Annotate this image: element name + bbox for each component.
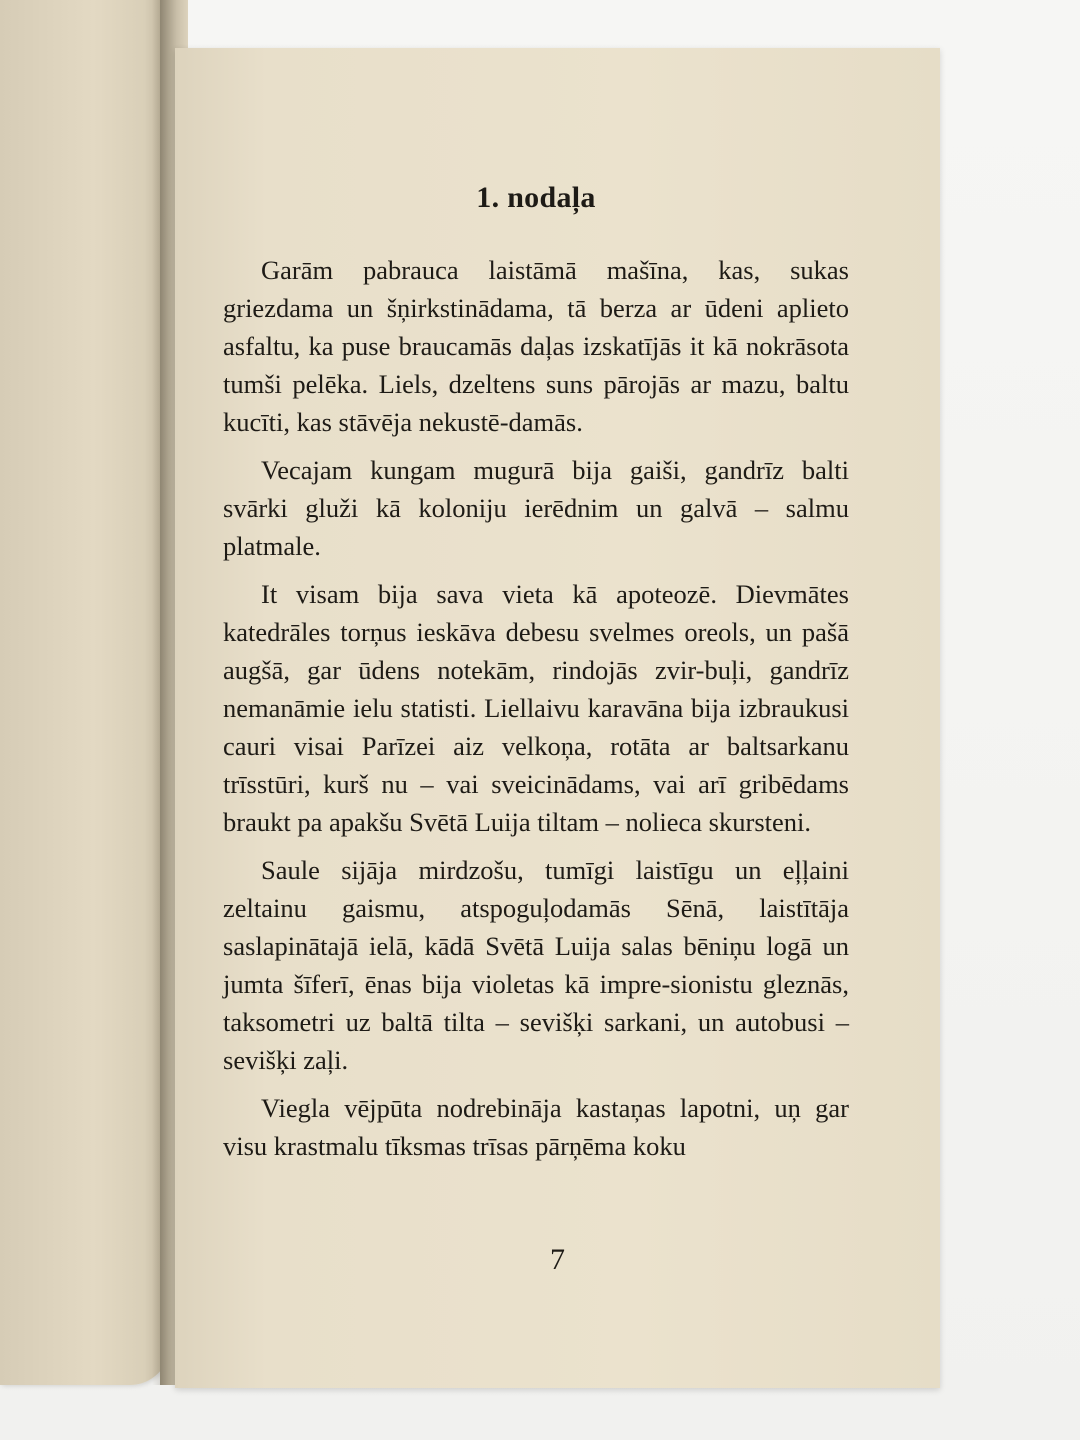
paragraph-1: Garām pabrauca laistāmā mašīna, kas, sukas griezdama un šņirkstinādama, tā berza ar ūdeni aplieto asfaltu, ka puse braucamās daļas izskatījās it kā nokrāsota tumši pelēka. Liels, dzeltens suns pārojās ar mazu, baltu kucīti, kas stāvēja nekustē-damās.: [223, 255, 849, 437]
paragraph-2: Vecajam kungam mugurā bija gaiši, gandrīz balti svārki gluži kā koloniju ierēdnim un galvā – salmu platmale.: [223, 455, 849, 561]
paragraph-3: It visam bija sava vieta kā apoteozē. Dievmātes katedrāles torņus ieskāva debesu svelmes oreols, un pašā augšā, gar ūdens notekām, rindojās zvir-buļi, gandrīz nemanāmie ielu statisti. Liellaivu karavāna bija izbraukusi cauri visai Parīzei aiz velkoņa, rotāta ar baltsarkanu trīsstūri, kurš nu – vai sveicinādams, vai arī gribēdams braukt pa apakšu Svētā Luija tiltam – nolieca skursteni.: [223, 579, 849, 837]
left-page-edge: [0, 0, 170, 1385]
page-content: [223, 178, 849, 1175]
chapter-title: 1. nodaļa: [476, 181, 596, 214]
paragraph-4: Saule sijāja mirdzošu, tumīgi laistīgu un eļļaini zeltainu gaismu, atspoguļodamās Sēnā, laistītāja saslapinātajā ielā, kādā Svētā Luija salas bēniņu logā un jumta šīferī, ēnas bija violetas kā impre-sionistu gleznās, taksometri uz baltā tilta – sevišķi sarkani, un autobusi – sevišķi zaļi.: [223, 855, 849, 1075]
page-number: 7: [550, 1243, 565, 1276]
paragraph-5: Viegla vējpūta nodrebināja kastaņas lapotni, uņ gar visu krastmalu tīksmas trīsas pārņēma koku: [223, 1093, 849, 1161]
book-page: [175, 48, 940, 1388]
